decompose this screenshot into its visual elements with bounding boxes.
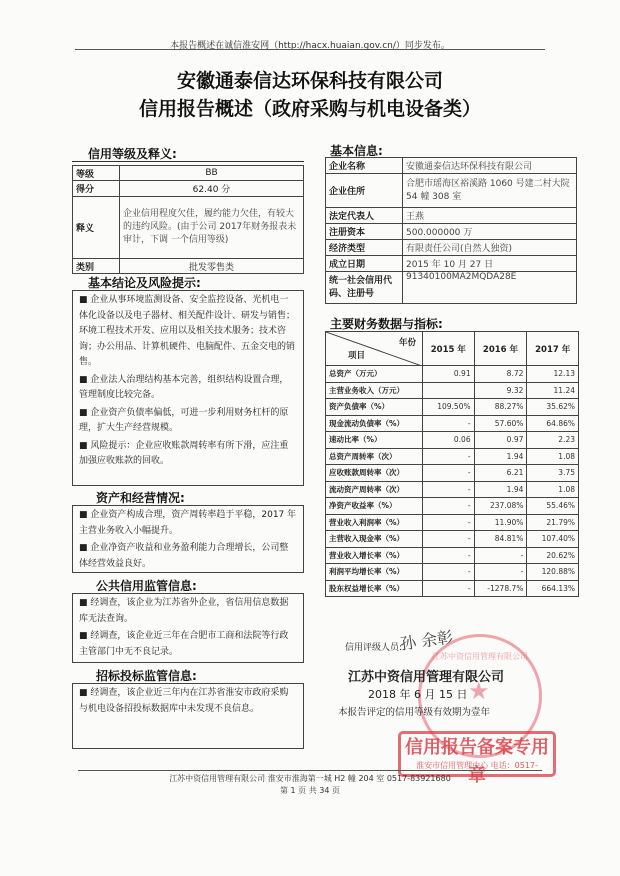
list-item: ■ 企业资产负债率偏低，可进一步利用财务杠杆的原理，扩大生产经营规模。 [79,407,289,433]
basic-key: 企业住所 [326,174,403,208]
finance-value: 9.32 [474,382,527,399]
public-item: 经调查，该企业近三年在合肥市工商和法院等行政主管部门中无不良记录。 [79,631,289,657]
finance-metric: 股东权益增长率（%） [326,580,423,597]
credit-table [72,165,304,274]
basic-key: 企业名称 [326,158,403,174]
finance-value: - [423,481,475,498]
table-row [326,272,577,304]
finance-row [326,531,579,548]
finance-row [326,448,579,465]
table-row [326,174,577,208]
list-item: ■ 企业资产构成合理，资产周转率趋于平稳，2017 年主营业务收入小幅提升。 [79,510,297,536]
footer-rule [78,770,542,771]
seal-text: 江苏中资信用管理有限公司 [432,652,528,661]
credit-grade: BB [120,166,304,181]
table-row [326,240,577,256]
finance-value: 109.50% [423,399,475,416]
validity-note: 本报告评定的信用等级有效期为壹年 [338,707,491,718]
finance-value: - [423,498,475,515]
finance-value: 1.08 [527,481,579,498]
finance-metric: 流动资产周转率（次） [326,481,423,498]
list-item: ■ 风险提示：企业应收账款周转率有所下滑，应注重加强应收账款的回收。 [79,440,289,466]
credit-heading: 信用等级及释义: [88,147,177,161]
finance-metric: 营业收入利润率（%） [326,514,423,531]
filing-stamp-title: 信用报告备案专用章 [405,737,549,786]
header-note: 本报告概述在诚信淮安网（http://hacx.huaian.gov.cn/）同步发布。 [170,41,450,51]
basic-heading: 基本信息: [330,144,383,158]
year-header: 2017 年 [527,332,579,366]
table-row [326,158,577,174]
company-title: 安徽通泰信达环保科技有限公司 [176,70,443,92]
issue-date: 2018 年 6 月 15 日 [368,688,468,701]
filing-stamp-sub: 淮安市信用管理中心 电话：0517- [416,761,538,770]
basic-value: 2015 年 10 月 27 日 [403,256,577,272]
finance-value: 12.13 [527,366,579,383]
finance-value: 1.94 [474,481,527,498]
signature: 孙 余彰 [399,627,455,654]
finance-metric: 现金流动负债率（%） [326,415,423,432]
list-item: ■ 经调查，该企业近三年在合肥市工商和法院等行政主管部门中无不良记录。 [79,631,289,657]
credit-row [73,181,304,197]
credit-key: 释义 [73,197,120,259]
finance-row [326,498,579,515]
finance-value: - [423,465,475,482]
table-row [326,224,577,240]
finance-value [423,382,475,399]
finance-row [326,465,579,482]
finance-value: - [423,448,475,465]
basic-key: 统一社会信用代码、注册号 [326,272,403,304]
basic-value: 500.000000 万 [403,224,577,240]
finance-value: 0.91 [423,366,475,383]
finance-row [326,580,579,597]
report-title: 信用报告概述（政府采购与机电设备类） [138,98,481,120]
credit-row [73,259,304,274]
finance-value: - [423,580,475,597]
finance-row [326,432,579,449]
finance-value: 0.97 [474,432,527,449]
finance-value: - [423,547,475,564]
finance-value: 3.75 [527,465,579,482]
finance-metric: 净资产收益率（%） [326,498,423,515]
table-row [326,256,577,272]
public-box [72,593,304,663]
bidding-heading: 招标投标监管信息: [96,669,197,683]
finance-value: 107.40% [527,531,579,548]
conclusion-heading: 基本结论及风险提示: [88,276,201,290]
credit-meaning: 企业信用程度欠佳，履约能力欠佳，有较大的违约风险。(由于公司 2017年财务报表未审计，下调 一个信用等级) [120,197,304,259]
conclusion-box [72,290,304,486]
finance-metric: 应收账款周转率（次） [326,465,423,482]
finance-body [326,366,579,597]
year-header: 2016 年 [474,332,527,366]
assets-item: 企业净资产收益和业务盈利能力合理增长，公司整体经营效益良好。 [79,543,289,569]
finance-value: - [474,547,527,564]
finance-value: 1.08 [527,448,579,465]
finance-row [326,399,579,416]
finance-row [326,415,579,432]
conclusion-item: 企业法人治理结构基本完善，组织结构设置合理，管理制度比较完备。 [79,374,289,400]
finance-value: 57.60% [474,415,527,432]
finance-value: - [423,415,475,432]
conclusion-item: 风险提示：企业应收账款周转率有所下滑，应注重加强应收账款的回收。 [79,440,289,466]
list-item: ■ 企业从事环境监测设备、安全监控设备、光机电一体化设备以及电子器材、相关配件设计、研发与销售；环境工程技术开发、应用以及相关技术服务；技术咨询；办公用品、计算机硬件、电脑配件、五金交电的销售。 [79,295,296,367]
credit-key: 得分 [73,181,120,197]
finance-metric: 总资产周转率（次） [326,448,423,465]
finance-metric: 速动比率（%） [326,432,423,449]
finance-table [325,331,579,597]
corner-bottom-label: 项目 [348,351,366,361]
header-rule [75,49,545,50]
finance-value: 35.62% [527,399,579,416]
finance-value: 120.88% [527,564,579,581]
finance-value: 55.46% [527,498,579,515]
finance-row [326,547,579,564]
issuer-name: 江苏中资信用管理有限公司 [348,670,505,685]
public-item: 经调查，该企业为江苏省外企业，省信用信息数据库无法查询。 [79,598,289,624]
footer-address: 江苏中资信用管理有限公司 淮安市淮海第一城 H2 幢 204 室 0517-83921680 [169,774,451,783]
seal-star-icon: ★ [468,677,490,705]
finance-value: 11.90% [474,514,527,531]
credit-row [73,197,304,259]
credit-row [73,166,304,181]
finance-value: 84.81% [474,531,527,548]
basic-value: 有限责任公司(自然人独资) [403,240,577,256]
conclusion-item: 企业从事环境监测设备、安全监控设备、光机电一体化设备以及电子器材、相关配件设计、研发与销售；环境工程技术开发、应用以及相关技术服务；技术咨询；办公用品、计算机硬件、电脑配件、五金交电的销售。 [79,295,296,367]
finance-metric: 主营收入现金率（%） [326,531,423,548]
finance-row [326,481,579,498]
finance-value: 21.79% [527,514,579,531]
basic-value: 91340100MA2MQDA28E [403,272,577,304]
finance-value: - [474,564,527,581]
finance-metric: 主营业务收入（万元） [326,382,423,399]
finance-row [326,514,579,531]
finance-row [326,564,579,581]
basic-key: 经济类型 [326,240,403,256]
bidding-box [72,683,304,749]
basic-key: 注册资本 [326,224,403,240]
assets-item: 企业资产构成合理，资产周转率趋于平稳，2017 年主营业务收入小幅提升。 [79,510,297,536]
public-heading: 公共信用监管信息: [96,579,197,593]
finance-value: 1.94 [474,448,527,465]
finance-value: 6.21 [474,465,527,482]
finance-metric: 利润平均增长率（%） [326,564,423,581]
table-row [326,208,577,224]
finance-metric: 资产负债率（%） [326,399,423,416]
finance-value: 20.62% [527,547,579,564]
list-item: ■ 经调查，该企业近三年内在江苏省淮安市政府采购与机电设备招投标数据库中未发现不良信息。 [79,688,289,714]
finance-value: 0.06 [423,432,475,449]
finance-heading: 主要财务数据与指标: [330,317,443,331]
year-header: 2015 年 [423,332,475,366]
rated-by-label: 信用评级人员: [345,643,403,653]
basic-key: 成立日期 [326,256,403,272]
finance-row [326,382,579,399]
finance-value: - [423,531,475,548]
finance-row [326,366,579,383]
basic-value: 王燕 [403,208,577,224]
finance-header-row [326,332,579,366]
finance-value: 11.24 [527,382,579,399]
finance-value: 88.27% [474,399,527,416]
finance-value: 8.72 [474,366,527,383]
bidding-item: 经调查，该企业近三年内在江苏省淮安市政府采购与机电设备招投标数据库中未发现不良信息。 [79,688,289,714]
basic-value: 安徽通泰信达环保科技有限公司 [403,158,577,174]
basic-value: 合肥市瑶海区裕溪路 1060 号建二村大院 54 幢 308 室 [403,174,577,208]
page-number: 第 1 页 共 34 页 [280,786,340,795]
finance-metric: 营业收入增长率（%） [326,547,423,564]
finance-value: 664.13% [527,580,579,597]
finance-value: -1278.7% [474,580,527,597]
credit-score: 62.40 分 [120,181,304,197]
finance-value: 64.86% [527,415,579,432]
assets-box [72,505,304,573]
basic-key: 法定代表人 [326,208,403,224]
list-item: ■ 企业法人治理结构基本完善，组织结构设置合理，管理制度比较完备。 [79,374,289,400]
corner-top-label: 年份 [398,338,416,348]
credit-key: 等级 [73,166,120,181]
credit-key: 类别 [73,259,120,274]
credit-heading-rule [72,161,304,162]
list-item: ■ 企业净资产收益和业务盈利能力合理增长，公司整体经营效益良好。 [79,543,289,569]
corner-cell [326,332,423,366]
assets-heading: 资产和经营情况: [96,491,185,505]
finance-metric: 总资产（万元） [326,366,423,383]
credit-category: 批发零售类 [120,259,304,274]
finance-value: - [423,564,475,581]
conclusion-item: 企业资产负债率偏低，可进一步利用财务杠杆的原理，扩大生产经营规模。 [79,407,289,433]
finance-value: 2.23 [527,432,579,449]
finance-value: - [423,514,475,531]
finance-value: 237.08% [474,498,527,515]
basic-info-table [325,157,577,304]
list-item: ■ 经调查，该企业为江苏省外企业，省信用信息数据库无法查询。 [79,598,289,624]
